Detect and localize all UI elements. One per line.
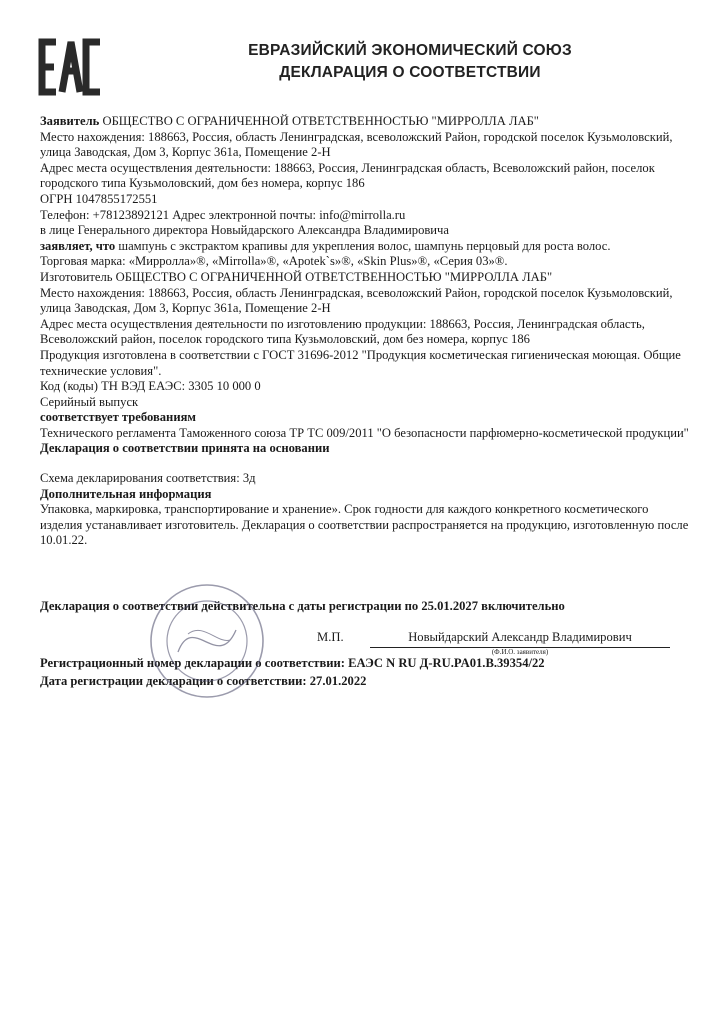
stamp-place-label: М.П. — [317, 630, 344, 644]
union-title: ЕВРАЗИЙСКИЙ ЭКОНОМИЧЕСКИЙ СОЮЗ — [248, 42, 572, 59]
applicant-ogrn: ОГРН 1047855172551 — [40, 191, 158, 206]
applicant-activity-address: Адрес места осуществления деятельности: 188663, Россия, Ленинградская область, Всеволожский район, поселок городского типа Кузьмоловский, дом без номера, корпус 186 — [40, 160, 655, 191]
additional-label: Дополнительная информация — [40, 486, 212, 501]
manufacturer-location: Место нахождения: 188663, Россия, область Ленинградская, всеволожский Район, городской поселок Кузьмоловский, улица Заводская, Дом 3, Корпус 361а, Помещение 2-Н — [40, 285, 673, 316]
manufacturer-name: Изготовитель ОБЩЕСТВО С ОГРАНИЧЕННОЙ ОТВЕТСТВЕННОСТЬЮ "МИРРОЛЛА ЛАБ" — [40, 269, 553, 284]
declares-line — [40, 239, 690, 255]
declaration-body — [40, 114, 690, 549]
spacer — [40, 457, 690, 471]
document-header — [170, 40, 650, 84]
signatory-caption: (Ф.И.О. заявителя) — [491, 648, 549, 656]
additional-text: Упаковка, маркировка, транспортирование и хранение». Срок годности для каждого конкретного косметического изделия устанавливает изготовитель. Декларация о соответствии распространяется на продукцию, изготовленную после 10.01.22. — [40, 502, 689, 548]
company-stamp-icon — [148, 582, 266, 700]
applicant-contacts: Телефон: +78123892121 Адрес электронной почты: info@mirrolla.ru — [40, 207, 406, 222]
validity-line: Декларация о соответствии действительна с даты регистрации по 25.01.2027 включительно — [40, 599, 565, 613]
applicant-location: Место нахождения: 188663, Россия, область Ленинградская, всеволожский Район, городской поселок Кузьмоловский, улица Заводская, Дом 3, Корпус 361а, Помещение 2-Н — [40, 129, 673, 160]
manufacturer-production-address: Адрес места осуществления деятельности по изготовлению продукции: 188663, Россия, Ленинградская область, Всеволожский район, поселок городского типа Кузьмоловский, дом без номера, корпус 186 — [40, 316, 645, 347]
applicant-name: ОБЩЕСТВО С ОГРАНИЧЕННОЙ ОТВЕТСТВЕННОСТЬЮ "МИРРОЛЛА ЛАБ" — [99, 114, 539, 128]
eac-mark-icon — [38, 38, 104, 96]
signatory-name: Новыйдарский Александр Владимирович — [370, 630, 670, 648]
scheme-line: Схема декларирования соответствия: 3д — [40, 471, 256, 486]
applicant-line — [40, 114, 690, 130]
hs-code: Код (коды) ТН ВЭД ЕАЭС: 3305 10 000 0 — [40, 379, 261, 394]
trademark-line: Торговая марка: «Мирролла»®, «Mirrolla»®, «Apotek`s»®, «Skin Plus»®, «Серия 03»®. — [40, 254, 508, 269]
applicant-label: Заявитель — [40, 114, 100, 128]
registration-number: Регистрационный номер декларации о соответствии: ЕАЭС N RU Д-RU.PA01.B.39354/22 — [40, 656, 545, 670]
compliance-regulation: Технического регламента Таможенного союза ТР ТС 009/2011 "О безопасности парфюмерно-косметической продукции" — [40, 425, 689, 440]
compliance-label: соответствует требованиям — [40, 410, 196, 425]
declaration-title: ДЕКЛАРАЦИЯ О СООТВЕТСТВИИ — [279, 64, 541, 81]
applicant-representative: в лице Генерального директора Новыйдарского Александра Владимировича — [40, 223, 449, 238]
declares-label: заявляет, что — [40, 238, 116, 253]
registration-date: Дата регистрации декларации о соответствии: 27.01.2022 — [40, 674, 367, 688]
manufacturer-standard: Продукция изготовлена в соответствии с ГОСТ 31696-2012 "Продукция косметическая гигиеническая моющая. Общие технические условия". — [40, 347, 681, 378]
batch-type: Серийный выпуск — [40, 394, 139, 409]
basis-label: Декларация о соответствии принята на основании — [40, 441, 330, 456]
declares-products: шампунь с экстрактом крапивы для укрепления волос, шампунь перцовый для роста волос. — [115, 238, 611, 253]
